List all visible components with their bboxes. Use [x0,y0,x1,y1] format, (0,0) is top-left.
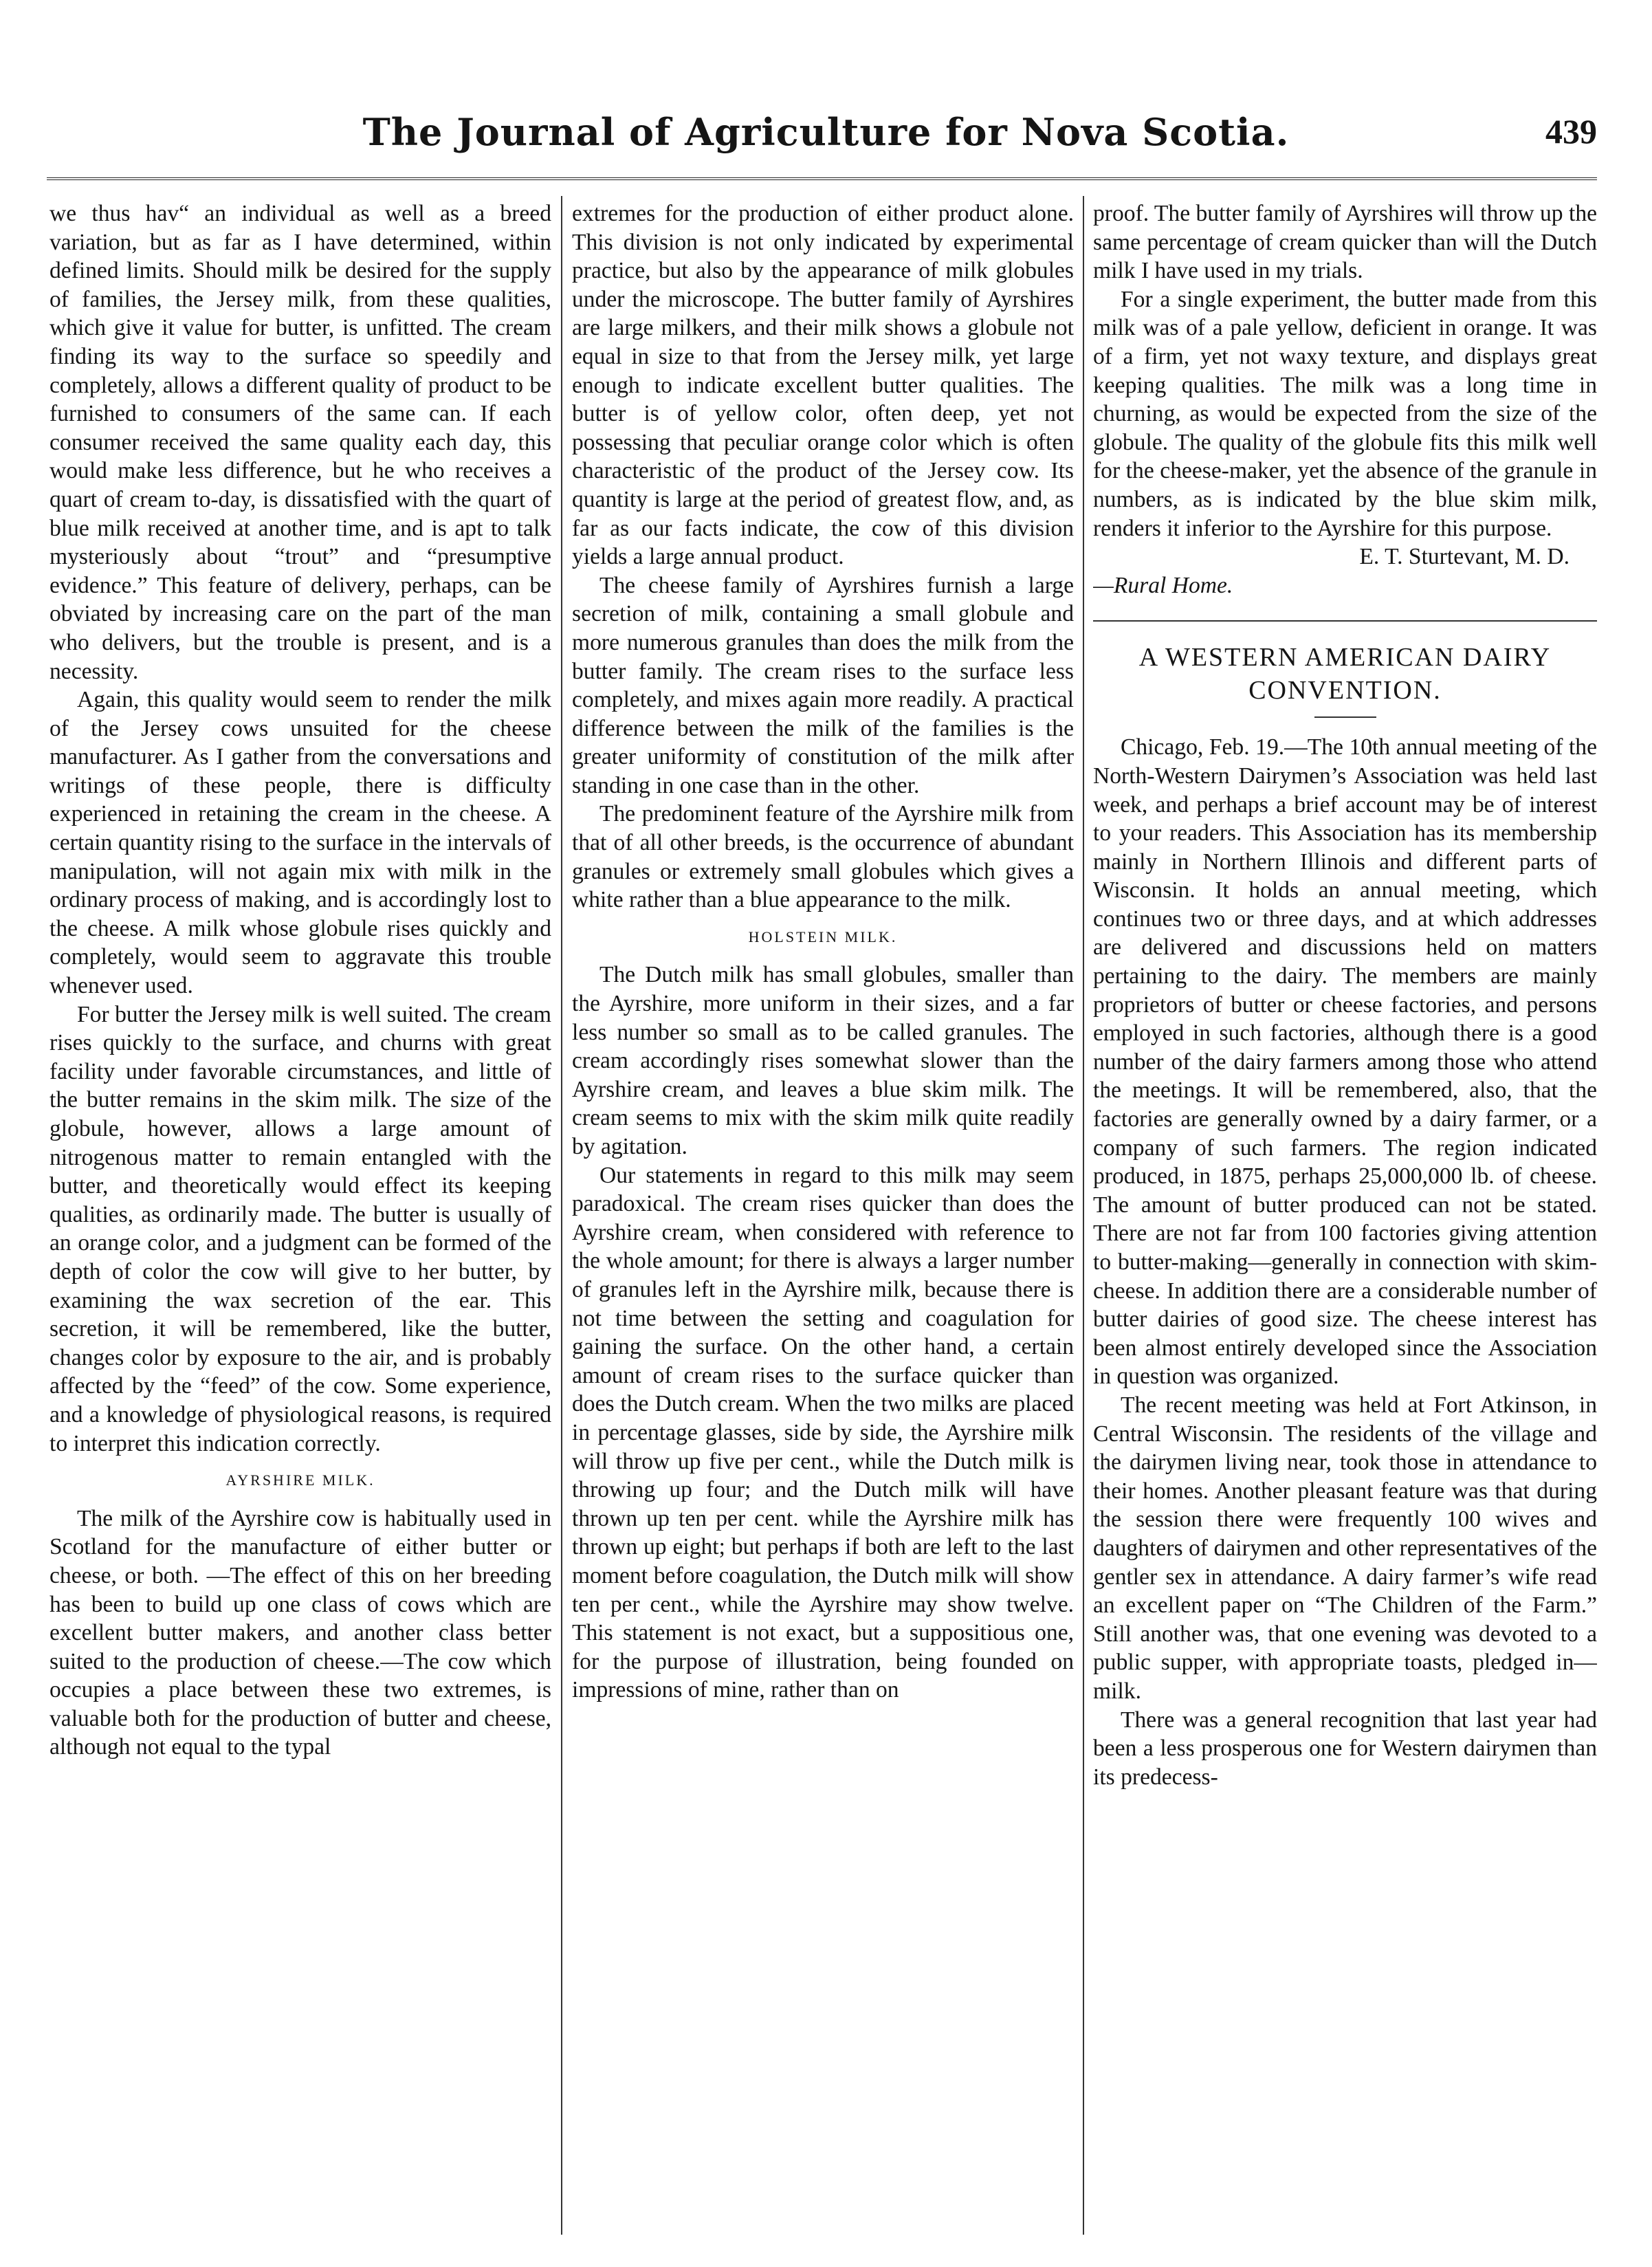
paragraph: Our statements in regard to this milk may seem paradoxical. The cream rises quicker than does the Ayrshire cream, when considered with reference to the whole amount; for there is always a larger number of granules left in the Ayrshire milk, because there is not time between the setting and coagulation for gaining the surface. On the other hand, a certain amount of cream rises to the surface quicker than does the Dutch cream. When the two milks are placed in percentage glasses, side by side, the Ayrshire milk will throw up five per cent., while the Dutch milk is throwing up four; and the Dutch milk will have thrown up ten per cent. while the Ayrshire milk has thrown up eight; but perhaps if both are left to the last moment before coagulation, the Dutch milk will show ten per cent., while the Ayrshire may show twelve. This statement is not exact, but a suppositious one, for the purpose of illustration, being founded on impressions of mine, rather than on [572,1162,1074,1703]
paragraph: For butter the Jersey milk is well suited. The cream rises quickly to the surface, and churns with great facility under favorable circumstances, and little of the butter remains in the skim milk. The size of the globule, however, allows a large amount of nitrogenous matter to remain entangled with the butter, and theoretically would effect its keeping qualities, as ordinarily made. The butter is usually of an orange color, and a judgment can be formed of the depth of color the cow will give to her butter, by examining the wax secretion of the ear. This secretion, it will be remembered, like the butter, changes color by exposure to the air, and is probably affected by the “feed” of the cow. Some experience, and a knowledge of physiological reasons, is required to interpret this indication correctly. [49,1001,551,1456]
paragraph: extremes for the production of either product alone. This division is not only indicated by experimental practice, but also by the appearance of milk globules under the microscope. The butter family of Ayrshires are large milkers, and their milk shows a globule not equal in size to that from the Jersey milk, yet large enough to indicate excellent butter qualities. The butter is of yellow color, often deep, yet not possessing that peculiar orange color which is often characteristic of the product of the Jersey cow. Its quantity is large at the period of greatest flow, and, as far as our facts indicate, the cow of this division yields a large annual product. [572,201,1074,570]
header-rule [47,177,1597,180]
section-heading-ayrshire: AYRSHIRE MILK. [225,1471,375,1489]
page-number: 439 [1545,112,1597,151]
title-rule [1314,716,1376,718]
author-signature: E. T. Sturtevant, M. D. [1359,544,1570,570]
paragraph: There was a general recognition that last year had been a less prosperous one for Western dairymen than its predecess- [1093,1707,1597,1790]
column-divider [1083,196,1084,2235]
source-credit: —Rural Home. [1093,572,1233,598]
paragraph: For a single experiment, the butter made from this milk was of a pale yellow, deficient in orange. It was of a firm, yet not waxy texture, and displays great keeping qualities. The milk was a long time in churning, as would be expected from the size of the globule. The quality of the globule fits this milk well for the cheese-maker, yet the absence of the granule in numbers, as is indicated by the blue skim milk, renders it inferior to the Ayrshire for this purpose. [1093,286,1597,541]
column-2 [572,199,1074,2235]
journal-title: The Journal of Agriculture for Nova Scotia. [362,110,1290,154]
paragraph: we thus hav“ an individual as well as a breed variation, but as far as I have determined, within defined limits. Should milk be desired for the supply of families, the Jersey milk, from these qualities, which give it value for butter, is unfitted. The cream finding its way to the surface so speedily and completely, allows a different quality of product to be furnished to consumers of the same can. If each consumer received the same quality each day, this would make less difference, but he who receives a quart of cream to-day, is dissatisfied with the quart of blue milk received at another time, and is apt to talk mysteriously about “trout” and “presumptive evidence.” This feature of delivery, perhaps, can be obviated by increasing care on the part of the man who delivers, but the trouble is present, and is a necessity. [49,201,551,684]
column-1 [49,199,551,2235]
paragraph: proof. The butter family of Ayrshires will throw up the same percentage of cream quicker than will the Dutch milk I have used in my trials. [1093,201,1597,284]
column-3 [1093,199,1597,2235]
paragraph: The predominent feature of the Ayrshire milk from that of all other breeds, is the occurrence of abundant granules or extremely small globules which gives a white rather than a blue appearance to the milk. [572,801,1074,913]
paragraph: Chicago, Feb. 19.—The 10th annual meeting of the North-Western Dairymen’s Association was held last week, and perhaps a brief account may be of interest to your readers. This Association has its membership mainly in Northern Illinois and different parts of Wisconsin. It holds an annual meeting, which continues two or three days, and at which addresses are delivered and discussions held on matters pertaining to the dairy. The members are mainly proprietors of butter or cheese factories, and persons employed in such factories, although there is a good number of the dairy farmers among those who attend the meetings. It will be remembered, also, that the factories are generally owned by a dairy farmer, or a company of such farmers. The region indicated produced, in 1875, perhaps 25,000,000 lb. of cheese. The amount of butter produced can not be stated. There are not far from 100 factories giving attention to butter-making—generally in connection with skim-cheese. In addition there are a considerable number of butter dairies of good size. The cheese interest has been almost entirely developed since the Association in question was organized. [1093,734,1597,1390]
paragraph: The Dutch milk has small globules, smaller than the Ayrshire, more uniform in their sizes, and a far less number so small as to be called granules. The cream accordingly rises somewhat slower than the Ayrshire cream, and leaves a blue skim milk. The cream seems to mix with the skim milk quite readily by agitation. [572,962,1074,1159]
paragraph: Again, this quality would seem to render the milk of the Jersey cows unsuited for the cheese manufacturer. As I gather from the conversations and writings of these people, there is difficulty experienced in retaining the cream in the cheese. A certain quantity rising to the surface in the intervals of manipulation, will not again mix with milk in the ordinary process of making, and is accordingly lost to the cheese. A milk whose globule rises quickly and completely, would seem to aggravate this trouble whenever used. [49,687,551,999]
paragraph: The recent meeting was held at Fort Atkinson, in Central Wisconsin. The residents of the village and the dairymen living near, took those in attendance to their homes. Another pleasant feature was that during the session there were frequently 100 wives and daughters of dairymen and other representatives of the gentler sex in attendance. A dairy farmer’s wife read an excellent paper on “The Children of the Farm.” Still another was, that one evening was devoted to a public supper, with appropriate toasts, pledged in—milk. [1093,1392,1597,1704]
page-header [55,110,1597,165]
paragraph: The cheese family of Ayrshires furnish a large secretion of milk, containing a small globule and more numerous granules than does the milk from the butter family. The cream rises to the surface less completely, and mixes again more readily. A practical difference between the milk of the families is the greater uniformity of constitution of the milk after standing in one case than in the other. [572,572,1074,798]
section-heading-holstein: HOLSTEIN MILK. [748,928,898,945]
column-divider [561,196,562,2235]
paragraph: The milk of the Ayrshire cow is habitually used in Scotland for the manufacture of either butter or cheese, or both. —The effect of this on her breeding has been to build up one class of cows which are excellent butter makers, and another class better suited to the production of cheese.—The cow which occupies a place between these two extremes, is valuable both for the production of butter and cheese, although not equal to the typal [49,1505,551,1760]
article-title: A WESTERN AMERICAN DAIRY CONVENTION. [1093,620,1597,707]
